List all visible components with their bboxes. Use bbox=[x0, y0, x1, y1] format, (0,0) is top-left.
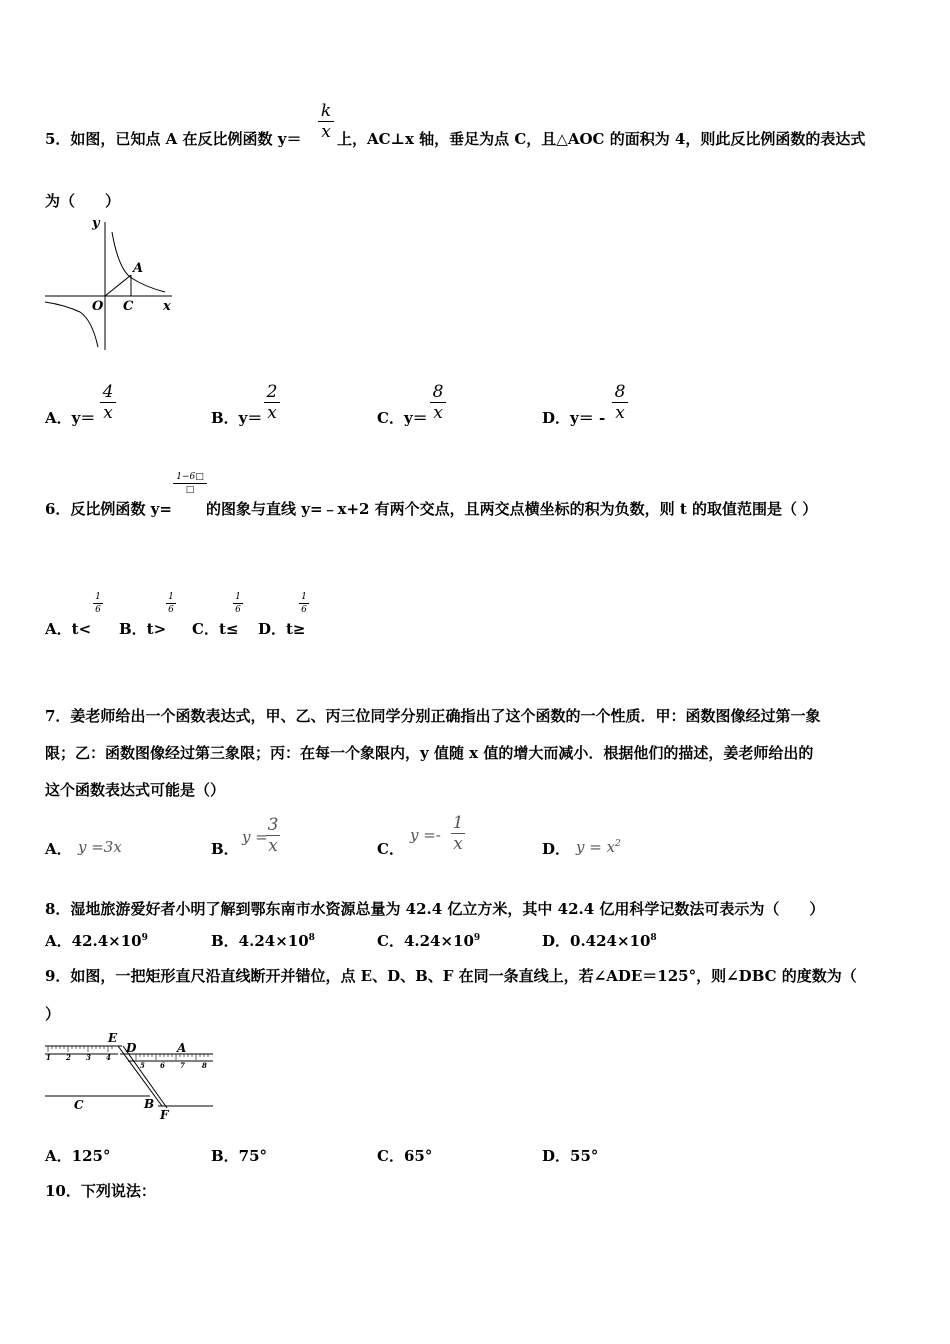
q9-tick-6: 6 bbox=[160, 1061, 165, 1070]
q7-line2: 限；乙：函数图像经过第三象限；丙：在每一个象限内，y 值随 x 值的增大而减小．根据他们的描述，姜老师给出的 bbox=[45, 744, 814, 762]
q7-option-a-expr: y =3x bbox=[78, 838, 122, 856]
q9-option-d: D．55° bbox=[542, 1147, 599, 1165]
q5-option-b-frac bbox=[264, 383, 280, 422]
q7-option-d-base: y = x bbox=[576, 838, 616, 856]
q9-tick-7: 7 bbox=[180, 1061, 185, 1070]
q5-figure-graph bbox=[40, 212, 180, 352]
q6-option-b-label: B．t> bbox=[119, 620, 167, 638]
q6-frac-den: □ bbox=[185, 485, 195, 495]
q5-option-c-label: C．y＝ bbox=[377, 409, 428, 427]
q7-option-d-expr bbox=[576, 838, 621, 856]
q5-option-b-label: B．y＝ bbox=[211, 409, 263, 427]
q7-option-c-num: 1 bbox=[452, 813, 464, 833]
q8-option-c-label: C．4.24×10 bbox=[377, 932, 474, 950]
q6-option-d-num: 1 bbox=[301, 592, 307, 602]
q9-option-a: A．125° bbox=[45, 1147, 111, 1165]
q5-option-c-den: x bbox=[433, 403, 443, 423]
q8-option-a-exp: 9 bbox=[141, 933, 148, 943]
q5-stem-b: 上，AC⊥x 轴，垂足为点 C，且△AOC 的面积为 4，则此反比例函数的表达式 bbox=[337, 130, 866, 148]
q6-option-a-frac bbox=[93, 592, 103, 615]
q8-option-b bbox=[211, 930, 315, 951]
q5-stem-a: 5．如图，已知点 A 在反比例函数 y＝ bbox=[45, 130, 302, 148]
q6-option-a-label: A．t< bbox=[45, 620, 92, 638]
q7-option-b-den: x bbox=[268, 836, 278, 856]
q8-option-a bbox=[45, 930, 148, 951]
q9-figure-ruler bbox=[40, 1030, 220, 1125]
q6-option-c-label: C．t≤ bbox=[192, 620, 239, 638]
q6-stem-a: 6．反比例函数 y= bbox=[45, 500, 172, 518]
q5-option-b-num: 2 bbox=[266, 382, 278, 402]
q6-option-d-frac bbox=[299, 592, 309, 615]
q9-tick-3: 3 bbox=[86, 1053, 91, 1062]
q6-option-b-den: 6 bbox=[168, 605, 174, 615]
q6-option-d-label: D．t≥ bbox=[258, 620, 306, 638]
q7-option-b-num: 3 bbox=[267, 815, 279, 835]
q7-option-b-frac bbox=[266, 816, 280, 855]
q8-option-d bbox=[542, 930, 657, 951]
q5-option-d-frac bbox=[612, 383, 628, 422]
q9-tick-8: 8 bbox=[202, 1061, 207, 1070]
q6-stem-fraction bbox=[173, 472, 207, 495]
q7-option-a-label: A． bbox=[45, 840, 72, 858]
q5-frac-num: k bbox=[320, 101, 332, 121]
q5-stem-fraction bbox=[318, 102, 334, 141]
q5-stem-line1 bbox=[45, 128, 301, 149]
q9-fig-A: A bbox=[177, 1041, 187, 1055]
q5-option-d-label: D．y＝ - bbox=[542, 409, 606, 427]
q7-option-c-frac bbox=[451, 814, 465, 853]
q5-option-d-den: x bbox=[615, 403, 625, 423]
q5-fig-O: O bbox=[92, 299, 104, 314]
q5-fig-C: C bbox=[123, 299, 134, 314]
q9-option-b: B．75° bbox=[211, 1147, 268, 1165]
q6-option-c-frac bbox=[233, 592, 243, 615]
q5-option-a-label: A．y＝ bbox=[45, 409, 96, 427]
q5-fig-x: x bbox=[163, 299, 171, 314]
q5-option-c-num: 8 bbox=[432, 382, 444, 402]
q7-option-b-label: B． bbox=[211, 840, 239, 858]
q5-option-d-num: 8 bbox=[614, 382, 626, 402]
q9-fig-B: B bbox=[144, 1097, 155, 1111]
q8-option-c-exp: 9 bbox=[473, 933, 481, 943]
q6-frac-num: 1−6□ bbox=[176, 472, 204, 482]
q8-option-b-label: B．4.24×10 bbox=[211, 932, 309, 950]
q9-fig-D: D bbox=[126, 1041, 137, 1055]
q5-fig-y: y bbox=[92, 216, 100, 231]
q6-option-a-den: 6 bbox=[95, 605, 101, 615]
q8-option-d-exp: 8 bbox=[650, 933, 657, 943]
q9-stem-a: 9．如图，一把矩形直尺沿直线断开并错位，点 E、D、B、F 在同一条直线上，若∠ADE＝125°，则∠DBC 的度数为（ bbox=[45, 967, 857, 985]
q5-stem-c: 为（ ） bbox=[45, 192, 121, 210]
q5-option-b-den: x bbox=[267, 403, 277, 423]
q5-option-a-num: 4 bbox=[102, 382, 114, 402]
q7-option-c-lhs: y =- bbox=[410, 826, 441, 844]
q8-option-c bbox=[377, 930, 480, 951]
q7-option-b-lhs: y = bbox=[242, 828, 268, 846]
q9-fig-C: C bbox=[74, 1098, 84, 1112]
q6-option-d-den: 6 bbox=[301, 605, 307, 615]
q9-tick-5: 5 bbox=[140, 1061, 145, 1070]
q9-fig-F: F bbox=[160, 1108, 169, 1122]
q8-option-b-exp: 8 bbox=[308, 933, 315, 943]
q7-option-d-exp: 2 bbox=[615, 839, 621, 849]
q7-line1: 7．姜老师给出一个函数表达式，甲、乙、丙三位同学分别正确指出了这个函数的一个性质．甲：函数图像经过第一象 bbox=[45, 707, 821, 725]
q9-stem-b: ） bbox=[45, 1005, 61, 1023]
q5-fig-A: A bbox=[133, 261, 144, 276]
q7-option-d-label: D． bbox=[542, 840, 571, 858]
q5-frac-den: x bbox=[321, 122, 331, 142]
q9-tick-4: 4 bbox=[106, 1053, 111, 1062]
q6-option-c-den: 6 bbox=[235, 605, 241, 615]
q10-stem: 10．下列说法： bbox=[45, 1182, 156, 1200]
q9-option-c: C．65° bbox=[377, 1147, 433, 1165]
q6-option-b-frac bbox=[166, 592, 176, 615]
q7-option-c-label: C． bbox=[377, 840, 404, 858]
q6-stem-b: 的图象与直线 y=﹣x+2 有两个交点，且两交点横坐标的积为负数，则 t 的取值范围是（ ） bbox=[206, 500, 818, 518]
q9-tick-2: 2 bbox=[66, 1053, 71, 1062]
q6-option-a-num: 1 bbox=[95, 592, 101, 602]
q5-option-a-frac bbox=[100, 383, 116, 422]
q5-option-c-frac bbox=[430, 383, 446, 422]
q5-option-a-den: x bbox=[103, 403, 113, 423]
q9-fig-E: E bbox=[108, 1031, 118, 1045]
q7-line3: 这个函数表达式可能是（） bbox=[45, 781, 226, 799]
q8-option-d-label: D．0.424×10 bbox=[542, 932, 651, 950]
q8-stem: 8．湿地旅游爱好者小明了解到鄂东南市水资源总量为 42.4 亿立方米，其中 42.4 亿用科学记数法可表示为（ ） bbox=[45, 900, 825, 918]
q8-option-a-label: A．42.4×10 bbox=[45, 932, 142, 950]
q6-option-b-num: 1 bbox=[168, 592, 174, 602]
q6-option-c-num: 1 bbox=[235, 592, 241, 602]
q9-tick-1: 1 bbox=[46, 1053, 51, 1062]
q7-option-c-den: x bbox=[453, 834, 463, 854]
